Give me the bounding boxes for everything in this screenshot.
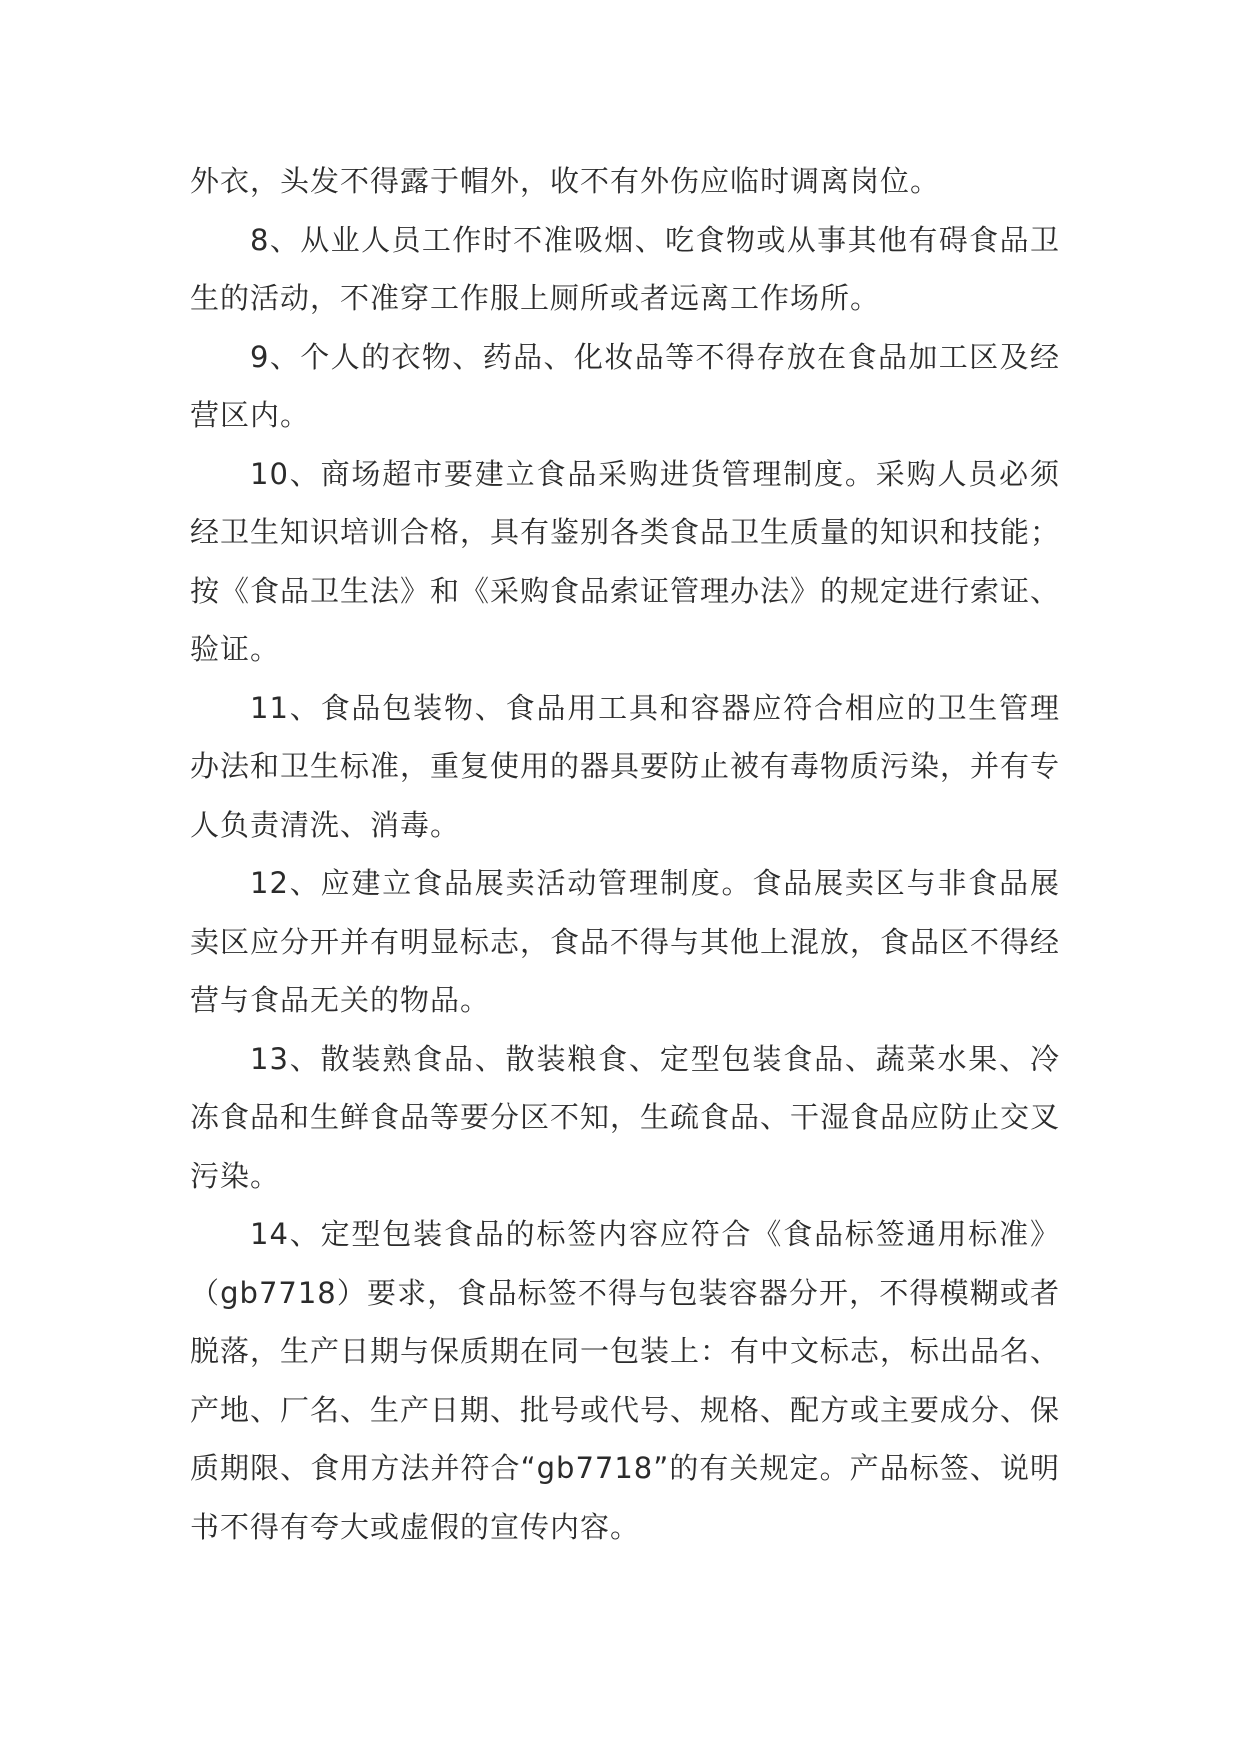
paragraph-item-12: 12、应建立食品展卖活动管理制度。食品展卖区与非食品展卖区应分开并有明显标志，食品不得与其他上混放，食品区不得经营与食品无关的物品。 xyxy=(190,866,1061,1017)
paragraph-item-9: 9、个人的衣物、药品、化妆品等不得存放在食品加工区及经营区内。 xyxy=(190,339,1060,432)
paragraph-item-14: 14、定型包装食品的标签内容应符合《食品标签通用标准》（gb7718）要求，食品标签不得与包装容器分开，不得模糊或者脱落，生产日期与保质期在同一包装上：有中文标志，标出品名、产地、厂名、生产日期、批号或代号、规格、配方或主要成分、保质期限、食用方法并符合“gb7718”的有关规定。产品标签、说明书不得有夸大或虚假的宣传内容。 xyxy=(190,1217,1061,1544)
paragraph-item-13: 13、散装熟食品、散装粮食、定型包装食品、蔬菜水果、冷冻食品和生鲜食品等要分区不知，生疏食品、干湿食品应防止交叉污染。 xyxy=(190,1041,1061,1193)
paragraph-item-11: 11、食品包装物、食品用工具和容器应符合相应的卫生管理办法和卫生标准，重复使用的器具要防止被有毒物质污染，并有专人负责清洗、消毒。 xyxy=(190,690,1061,842)
paragraph-item-10: 10、商场超市要建立食品采购进货管理制度。采购人员必须经卫生知识培训合格，具有鉴别各类食品卫生质量的知识和技能；按《食品卫生法》和《采购食品索证管理办法》的规定进行索证、验证。 xyxy=(190,456,1061,666)
document-body xyxy=(190,152,1060,1556)
paragraph-continuation: 外衣，头发不得露于帽外，收不有外伤应临时调离岗位。 xyxy=(190,164,941,198)
paragraph-item-8: 8、从业人员工作时不准吸烟、吃食物或从事其他有碍食品卫生的活动，不准穿工作服上厕所或者远离工作场所。 xyxy=(190,222,1060,315)
